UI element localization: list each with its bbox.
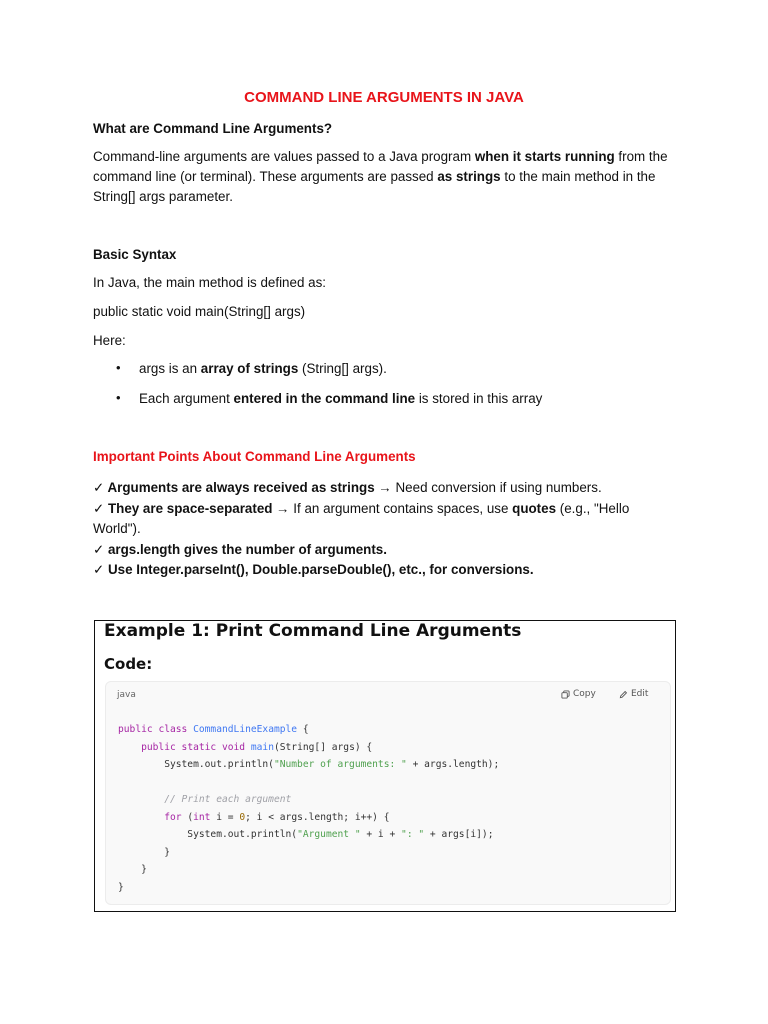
point-item: [93, 499, 653, 540]
check-icon: ✓: [93, 541, 105, 557]
main-signature: public static void main(String[] args): [93, 304, 306, 319]
example-title: Example 1: Print Command Line Arguments: [104, 621, 522, 641]
point-bold: Arguments are always received as strings: [104, 480, 375, 495]
intro-paragraph: [93, 147, 683, 207]
point-bold: They are space-separated: [104, 500, 273, 516]
section-heading-what: What are Command Line Arguments?: [93, 121, 333, 136]
important-points-list: [93, 478, 653, 581]
bullet-item: [139, 359, 387, 379]
bullet-post: (String[] args).: [298, 361, 387, 376]
point-bold: Use Integer.parseInt(), Double.parseDouble(), etc., for conversions.: [104, 562, 534, 577]
intro-bold-2: as strings: [437, 169, 501, 184]
edit-label: Edit: [631, 689, 649, 699]
bullet-item: [139, 389, 542, 409]
bullet-pre: Each argument: [139, 391, 234, 406]
intro-text-3: to the main method in the String[] args parameter.: [93, 169, 656, 204]
section-heading-important: Important Points About Command Line Arguments: [93, 449, 416, 464]
bullet-dot: •: [116, 360, 121, 375]
copy-icon: [561, 690, 570, 699]
bullet-bold: entered in the command line: [233, 391, 416, 406]
bullet-post: is stored in this array: [415, 391, 543, 406]
check-icon: ✓: [93, 500, 105, 516]
here-label: Here:: [93, 333, 126, 348]
point-bold: args.length gives the number of arguments.: [104, 541, 387, 557]
point-rest-post: (e.g., "Hello World").: [93, 500, 630, 536]
bullet-pre: args is an: [139, 361, 201, 376]
point-rest: Need conversion if using numbers.: [395, 480, 602, 495]
code-content: [118, 721, 499, 896]
check-icon: ✓: [93, 480, 105, 495]
edit-icon: [619, 690, 628, 699]
code-line: }: [118, 846, 170, 858]
arrow-icon: →: [374, 480, 396, 495]
code-line: // Print each argument: [164, 794, 292, 805]
arrow-icon: →: [272, 500, 294, 516]
edit-button[interactable]: [619, 689, 648, 699]
code-line: public class CommandLineExample {: [118, 724, 309, 735]
code-language-label: java: [117, 690, 136, 700]
copy-button[interactable]: [561, 689, 596, 699]
intro-text-2: from the command line (or terminal). These arguments are passed: [93, 149, 668, 184]
bullet-bold: array of strings: [200, 361, 299, 376]
code-line: }: [118, 864, 147, 875]
example-screenshot-box: [94, 620, 676, 912]
code-line: public static void main(String[] args) {: [141, 741, 373, 753]
code-line: System.out.println("Argument " + i + ": " + args[i]);: [118, 829, 494, 840]
code-line: for (int i = 0; i < args.length; i++) {: [164, 811, 390, 823]
copy-label: Copy: [573, 689, 596, 699]
point-rest-bold: quotes: [512, 500, 557, 516]
code-line: System.out.println("Number of arguments: " + args.length);: [118, 759, 500, 770]
bullet-dot: •: [116, 390, 121, 405]
section-heading-syntax: Basic Syntax: [93, 247, 177, 262]
point-item: [93, 478, 653, 499]
code-label: Code:: [104, 655, 153, 673]
intro-bold-1: when it starts running: [474, 149, 615, 164]
check-icon: ✓: [93, 562, 105, 577]
point-item: [93, 560, 653, 581]
point-item: [93, 540, 653, 561]
code-line: }: [118, 881, 124, 893]
code-block: [105, 681, 671, 905]
intro-text-1: Command-line arguments are values passed to a Java program: [93, 149, 475, 164]
syntax-intro: In Java, the main method is defined as:: [93, 275, 326, 290]
point-rest-pre: If an argument contains spaces, use: [293, 500, 513, 516]
document-title: COMMAND LINE ARGUMENTS IN JAVA: [244, 89, 524, 106]
